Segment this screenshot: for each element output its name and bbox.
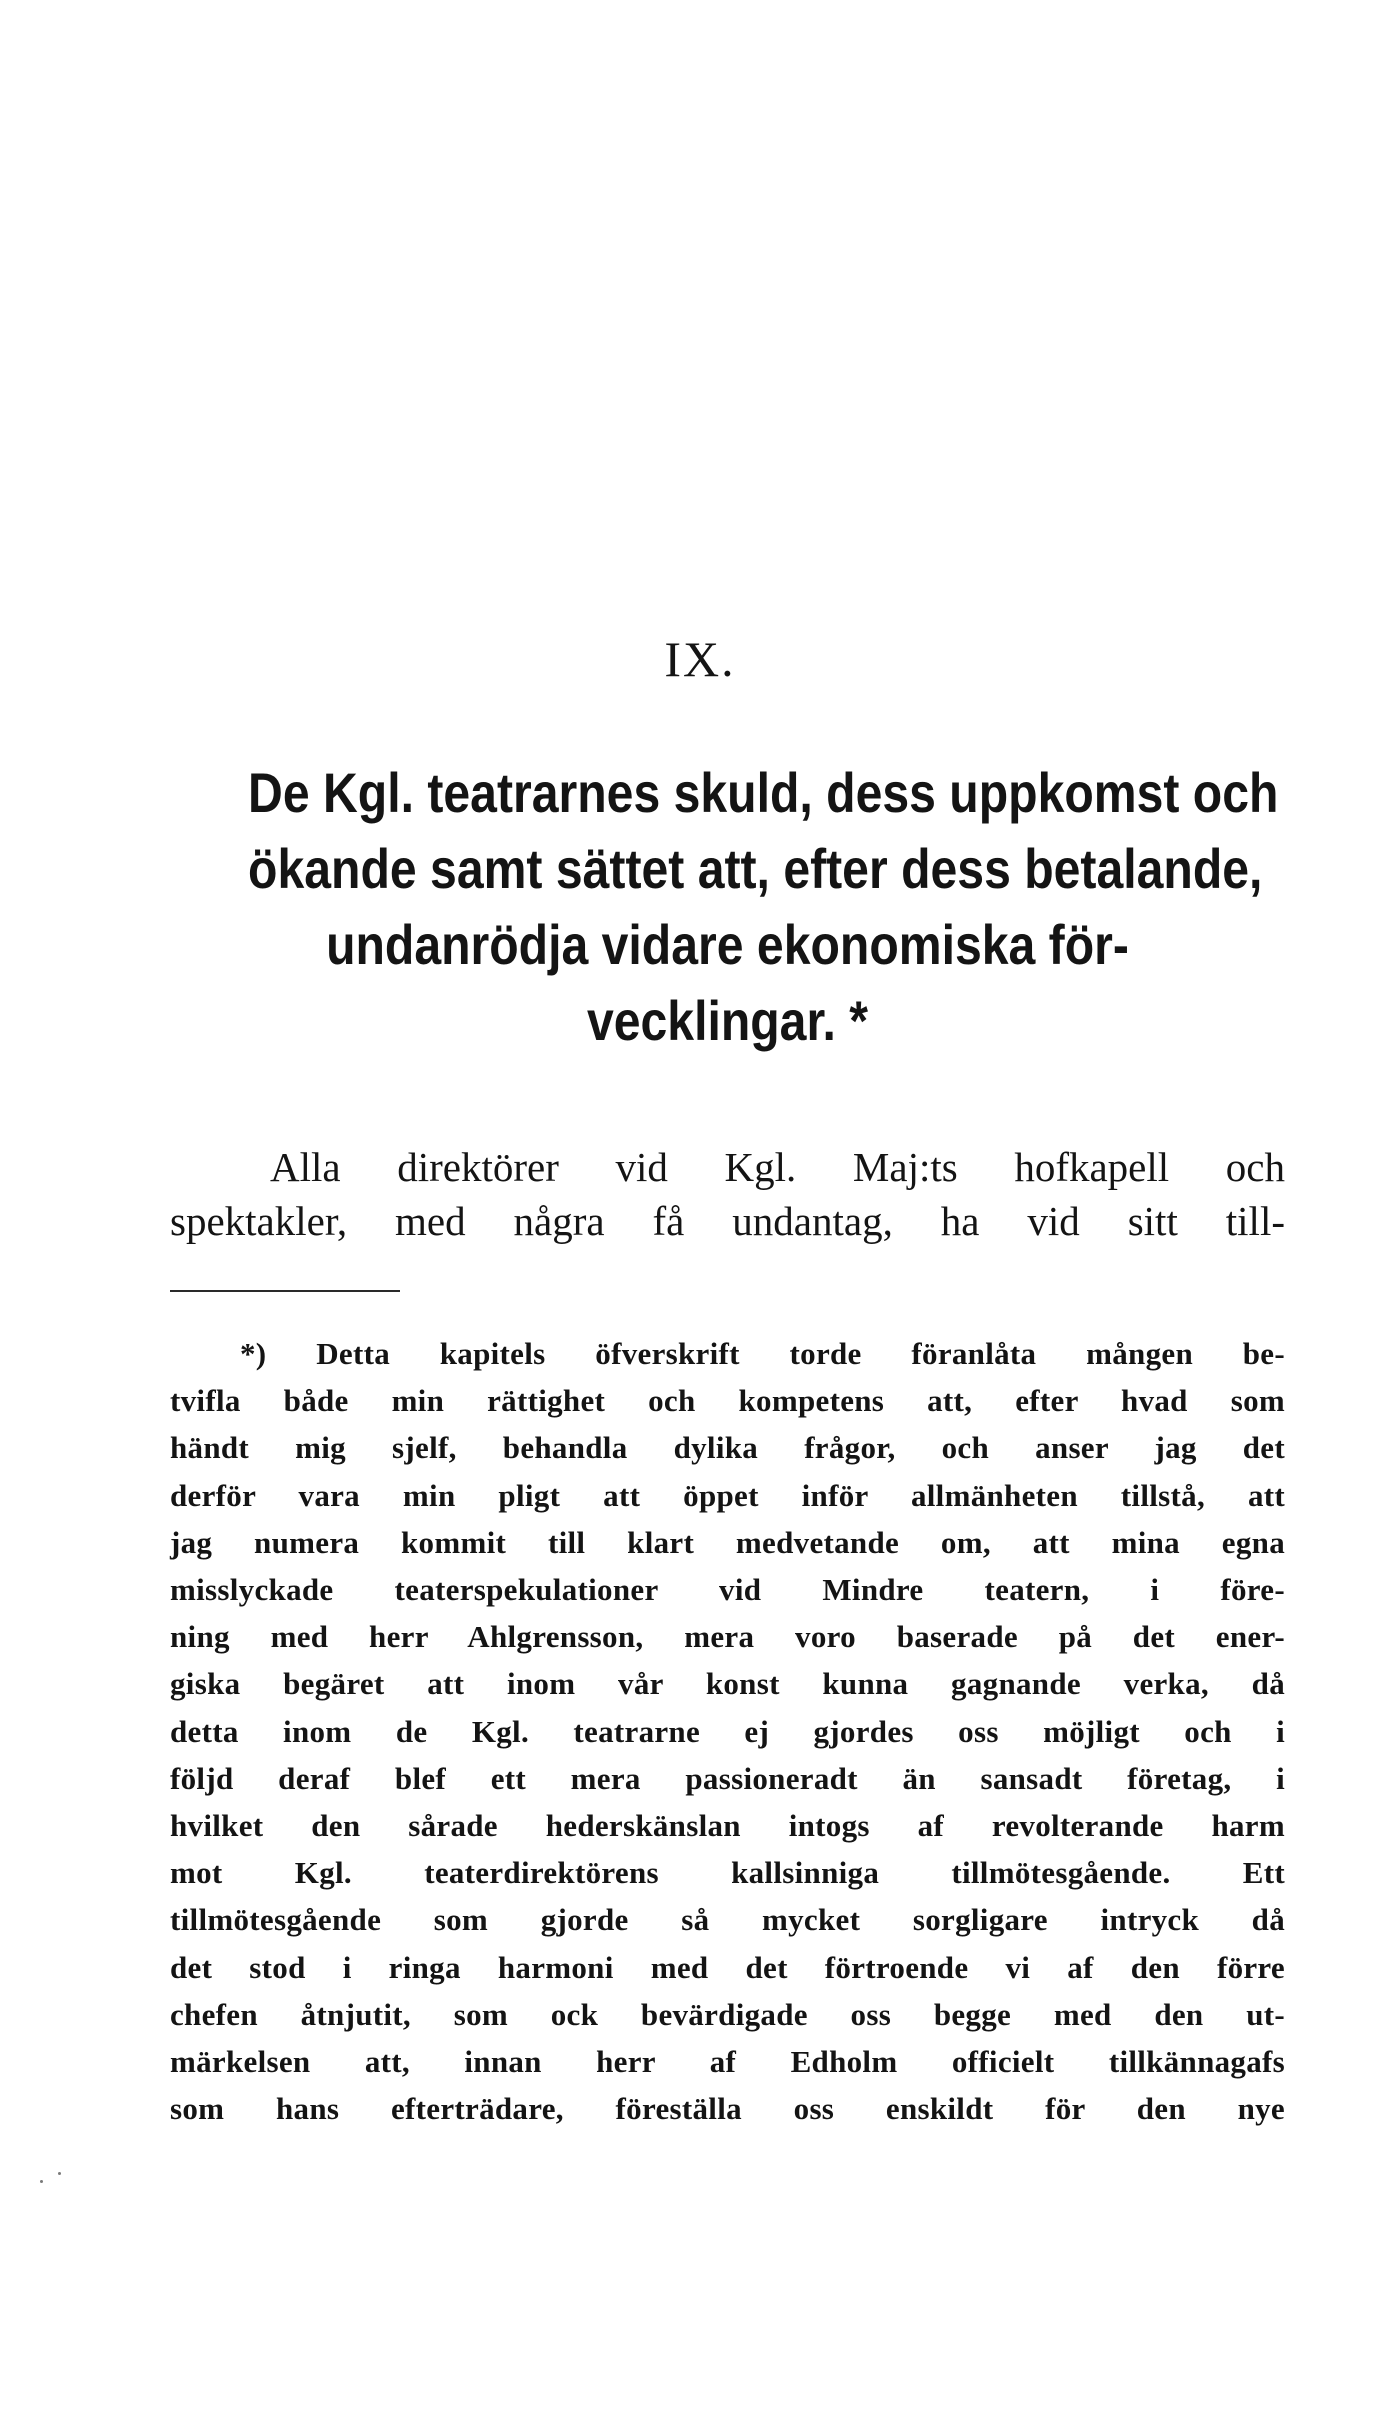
chapter-title-line: ökande samt sättet att, efter dess betalande, bbox=[248, 837, 1263, 900]
footnote bbox=[170, 1330, 1285, 2132]
footnote-line: ning med herr Ahlgrensson, mera voro baserade på det ener- bbox=[170, 1619, 1285, 1655]
footnote-line: märkelsen att, innan herr af Edholm officielt tillkännagafs bbox=[170, 2044, 1285, 2080]
footnote-line: detta inom de Kgl. teatrarne ej gjordes oss möjligt och i bbox=[170, 1713, 1285, 1749]
footnote-line: det stod i ringa harmoni med det förtroende vi af den förre bbox=[170, 1949, 1285, 1985]
footnote-rule bbox=[170, 1290, 400, 1292]
print-speck bbox=[58, 2172, 61, 2175]
footnote-line: chefen åtnjutit, som ock bevärdigade oss begge med den ut- bbox=[170, 1996, 1285, 2032]
chapter-title bbox=[248, 755, 1279, 1059]
footnote-line: giska begäret att inom vår konst kunna gagnande verka, då bbox=[170, 1666, 1285, 1702]
footnote-line: händt mig sjelf, behandla dylika frågor, och anser jag det bbox=[170, 1430, 1285, 1466]
footnote-line: tvifla både min rättighet och kompetens att, efter hvad som bbox=[170, 1383, 1285, 1419]
chapter-title-line: De Kgl. teatrarnes skuld, dess uppkomst och bbox=[248, 761, 1279, 824]
chapter-title-line: vecklingar. * bbox=[586, 989, 869, 1052]
print-speck bbox=[40, 2180, 43, 2183]
body-line: spektakler, med några få undantag, ha vid sitt till- bbox=[170, 1198, 1285, 1244]
footnote-line: jag numera kommit till klart medvetande om, att mina egna bbox=[170, 1524, 1285, 1560]
footnote-line: som hans efterträdare, föreställa oss enskildt för den nye bbox=[170, 2091, 1285, 2127]
chapter-title-line: undanrödja vidare ekonomiska för- bbox=[326, 913, 1129, 976]
footnote-line: hvilket den sårade hederskänslan intogs af revolterande harm bbox=[170, 1808, 1285, 1844]
footnote-line: mot Kgl. teaterdirektörens kallsinniga tillmötesgående. Ett bbox=[170, 1855, 1285, 1891]
body-line: Alla direktörer vid Kgl. Maj:ts hofkapell och bbox=[270, 1144, 1285, 1190]
footnote-line: *) Detta kapitels öfverskrift torde föranlåta mången be- bbox=[240, 1336, 1285, 1371]
body-paragraph bbox=[170, 1140, 1285, 1248]
chapter-number: IX. bbox=[664, 631, 736, 687]
footnote-line: misslyckade teaterspekulationer vid Mindre teatern, i före- bbox=[170, 1572, 1285, 1608]
footnote-line: derför vara min pligt att öppet inför allmänheten tillstå, att bbox=[170, 1477, 1285, 1513]
footnote-line: följd deraf blef ett mera passioneradt än sansadt företag, i bbox=[170, 1760, 1285, 1796]
footnote-line: tillmötesgående som gjorde så mycket sorgligare intryck då bbox=[170, 1902, 1285, 1938]
